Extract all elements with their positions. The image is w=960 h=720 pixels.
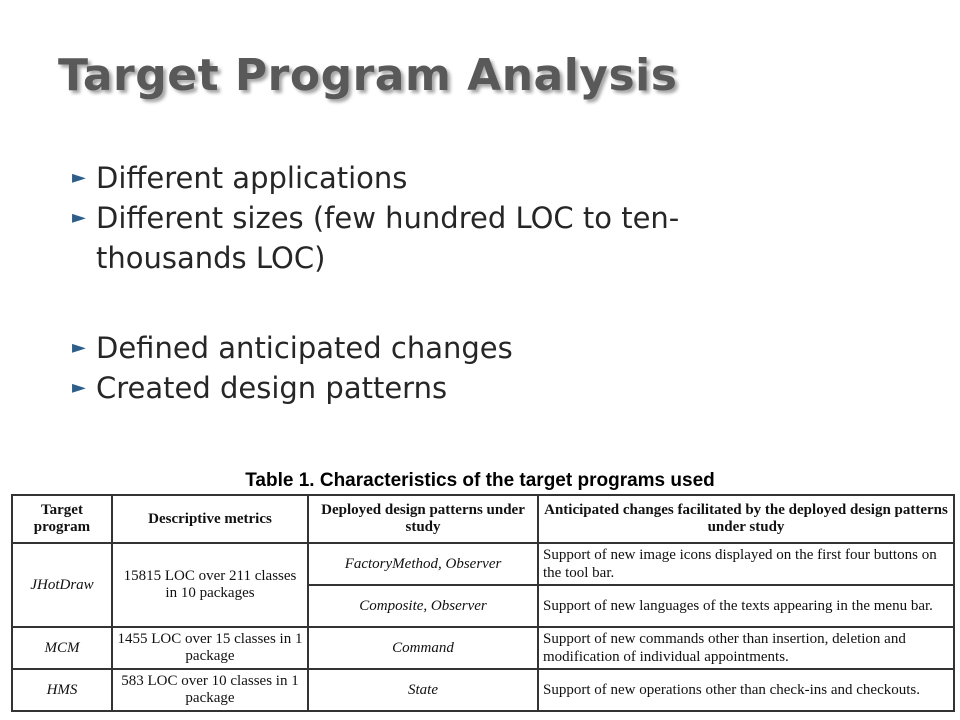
triangle-right-icon: ►: [72, 167, 86, 188]
table-caption: Table 1. Characteristics of the target programs used: [245, 470, 715, 491]
changes-cell: Support of new commands other than insertion, deletion and modification of individual appointments.: [538, 627, 954, 669]
bullet-item: [72, 198, 872, 278]
metrics-cell: 15815 LOC over 211 classes in 10 packages: [112, 543, 308, 627]
bullet-item: [72, 158, 872, 198]
header-anticipated-changes: Anticipated changes facilitated by the deployed design patterns under study: [538, 495, 954, 543]
patterns-cell: FactoryMethod, Observer: [308, 543, 538, 585]
bullet-text: Defined anticipated changes: [96, 331, 513, 365]
table-header-row: [12, 495, 954, 543]
changes-cell: Support of new languages of the texts appearing in the menu bar.: [538, 585, 954, 627]
patterns-cell: Composite, Observer: [308, 585, 538, 627]
header-design-patterns: Deployed design patterns under study: [308, 495, 538, 543]
bullet-text: Different sizes (few hundred LOC to ten- thousands LOC): [96, 201, 680, 275]
metrics-cell: 1455 LOC over 15 classes in 1 package: [112, 627, 308, 669]
slide-title: Target Program Analysis: [58, 50, 678, 101]
bullet-item: [72, 368, 872, 408]
program-cell: MCM: [12, 627, 112, 669]
header-descriptive-metrics: Descriptive metrics: [112, 495, 308, 543]
bullet-text: Different applications: [96, 161, 408, 195]
program-cell: HMS: [12, 669, 112, 711]
bullet-item: [72, 328, 872, 368]
triangle-right-icon: ►: [72, 207, 86, 228]
program-cell: JHotDraw: [12, 543, 112, 627]
patterns-cell: Command: [308, 627, 538, 669]
triangle-right-icon: ►: [72, 337, 86, 358]
characteristics-table: [11, 494, 955, 712]
table-row: [12, 669, 954, 711]
header-target-program: Target program: [12, 495, 112, 543]
table-row: [12, 627, 954, 669]
patterns-cell: State: [308, 669, 538, 711]
table-row: [12, 543, 954, 585]
changes-cell: Support of new image icons displayed on the first four buttons on the tool bar.: [538, 543, 954, 585]
changes-cell: Support of new operations other than check-ins and checkouts.: [538, 669, 954, 711]
bullet-list: [72, 158, 872, 408]
triangle-right-icon: ►: [72, 377, 86, 398]
metrics-cell: 583 LOC over 10 classes in 1 package: [112, 669, 308, 711]
bullet-text: Created design patterns: [96, 371, 448, 405]
